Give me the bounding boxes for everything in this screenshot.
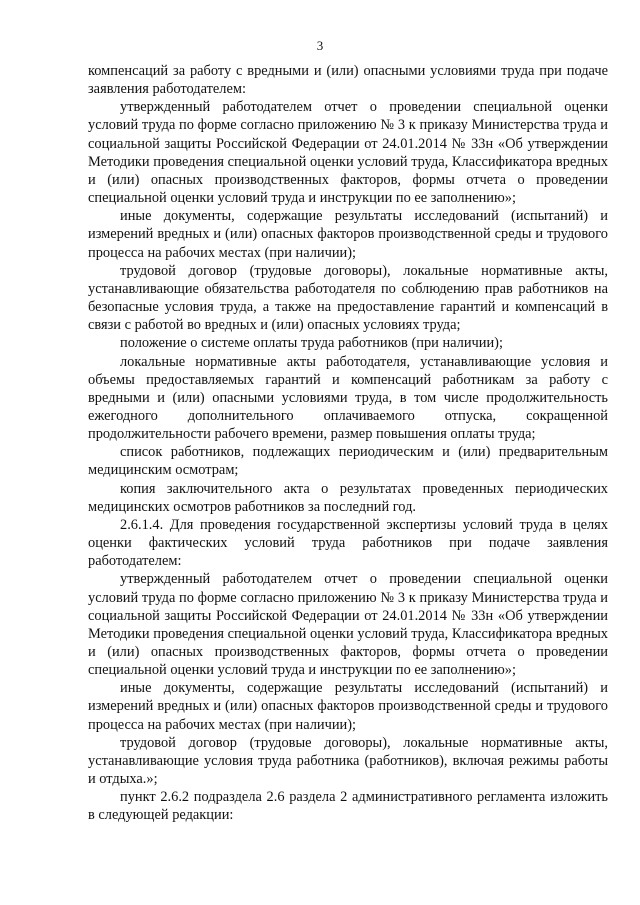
document-body bbox=[88, 62, 608, 825]
paragraph-payment-system: положение о системе оплаты труда работников (при наличии); bbox=[120, 335, 503, 352]
paragraph-other-documents-2: иные документы, содержащие результаты исследований (испытаний) и измерений вредных и (или) опасных факторов производственной среды и трудового процесса на рабочих местах (при наличии); bbox=[88, 680, 608, 733]
paragraph-medical-act: копия заключительного акта о результатах проведенных периодических медицинских осмотров работников за последний год. bbox=[88, 480, 608, 515]
paragraph-sout-report: утвержденный работодателем отчет о проведении специальной оценки условий труда по форме согласно приложению № 3 к приказу Министерства труда и социальной защиты Российской Федерации от 24.01.2014 № 33н «Об утверждении Методики проведения специальной оценки условий труда, Классификатора вредных и (или) опасных производственных факторов, формы отчета о проведении специальной оценки условий труда и инструкции по ее заполнению»; bbox=[88, 99, 608, 207]
paragraph-section-2-6-1-4: 2.6.1.4. Для проведения государственной экспертизы условий труда в целях оценки фактических условий труда работников при подаче заявления работодателем: bbox=[88, 516, 608, 570]
paragraph-employee-list: список работников, подлежащих периодическим и (или) предварительным медицинским осмотрам; bbox=[88, 444, 608, 479]
paragraph-amendment-2-6-2: пункт 2.6.2 подраздела 2.6 раздела 2 административного регламента изложить в следующей редакции: bbox=[88, 789, 608, 824]
paragraph-employment-contract: трудовой договор (трудовые договоры), локальные нормативные акты, устанавливающие обязательства работодателя по соблюдению прав работников на безопасные условия труда, а также на предоставление гарантий и компенсаций в связи с работой во вредных и (или) опасных условиях труда; bbox=[88, 262, 608, 334]
paragraph-continuation: компенсаций за работу с вредными и (или) опасными условиями труда при подаче заявления работодателем: bbox=[88, 63, 608, 98]
paragraph-local-acts: локальные нормативные акты работодателя, устанавливающие условия и объемы предоставляемых гарантий и компенсаций работникам за работу с вредными и (или) опасными условиями труда, в том числе продолжительность ежегодного дополнительного оплачиваемого отпуска, сокращенной продолжительности рабочего времени, размер повышения оплаты труда; bbox=[88, 353, 608, 443]
paragraph-sout-report-2: утвержденный работодателем отчет о проведении специальной оценки условий труда по форме согласно приложению № 3 к приказу Министерства труда и социальной защиты Российской Федерации от 24.01.2014 № 33н «Об утверждении Методики проведения специальной оценки условий труда, Классификатора вредных и (или) опасных производственных факторов, формы отчета о проведении специальной оценки условий труда и инструкции по ее заполнению»; bbox=[88, 571, 608, 679]
paragraph-employment-contract-2: трудовой договор (трудовые договоры), локальные нормативные акты, устанавливающие условия труда работника (работников), включая режимы работы и отдыха.»; bbox=[88, 734, 608, 788]
paragraph-other-documents: иные документы, содержащие результаты исследований (испытаний) и измерений вредных и (или) опасных факторов производственной среды и трудового процесса на рабочих местах (при наличии); bbox=[88, 208, 608, 261]
page-number: 3 bbox=[316, 38, 324, 53]
